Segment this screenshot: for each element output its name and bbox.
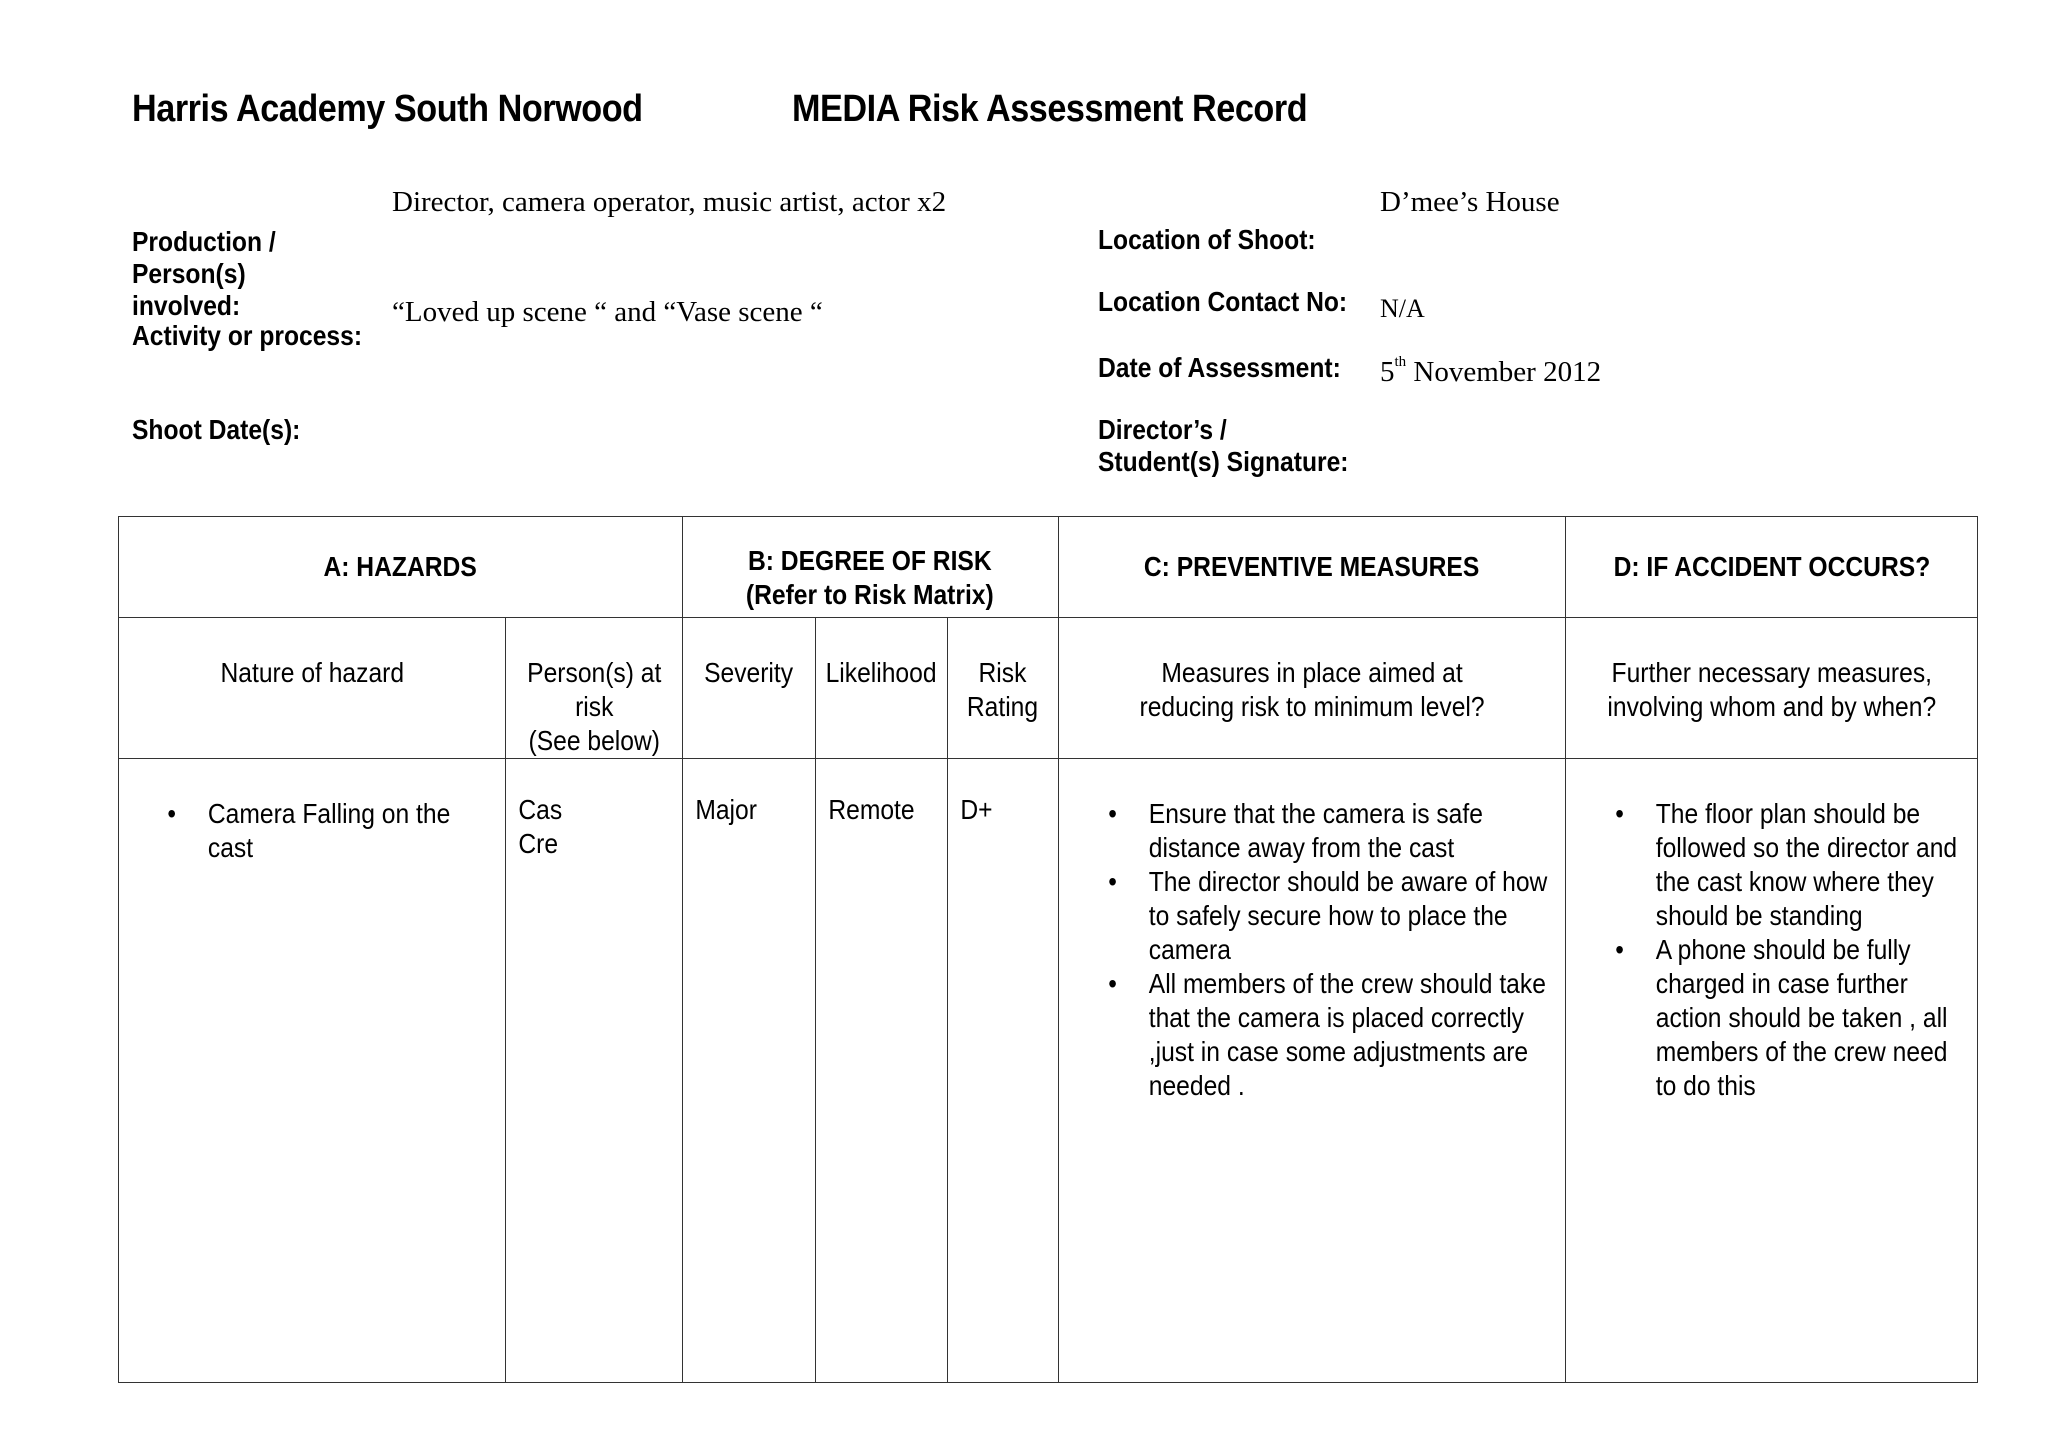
col-measures: Measures in place aimed at reducing risk to minimum level? <box>1058 618 1566 759</box>
col-likelihood: Likelihood <box>815 618 947 759</box>
contact-value: N/A <box>1380 294 1425 323</box>
production-value: Director, camera operator, music artist, actor x2 <box>392 186 947 218</box>
severity-cell: Major <box>683 759 815 1383</box>
measure-item: • Ensure that the camera is safe distance away from the cast <box>1108 797 1548 865</box>
activity-label: Activity or process: <box>132 320 363 351</box>
col-persons: Person(s) at risk (See below) <box>506 618 683 759</box>
further-measure-item: • A phone should be fully charged in case further action should be taken , all members of the crew need to do this <box>1616 933 1968 1103</box>
contact-label: Location Contact No: <box>1098 286 1348 317</box>
date-rest: November 2012 <box>1406 356 1602 388</box>
col-nature: Nature of hazard <box>119 618 506 759</box>
location-value: D’mee’s House <box>1380 186 1560 218</box>
date-value <box>1380 356 1601 390</box>
risk-table <box>118 516 1978 1383</box>
activity-value: “Loved up scene “ and “Vase scene “ <box>392 296 823 328</box>
col-rating: Risk Rating <box>948 618 1058 759</box>
date-label: Date of Assessment: <box>1098 352 1341 383</box>
section-preventive: C: PREVENTIVE MEASURES <box>1058 517 1566 618</box>
measures-list <box>1108 797 1548 1103</box>
col-further: Further necessary measures, involving whom and by when? <box>1566 618 1978 759</box>
hazard-item: • Camera Falling on the cast <box>167 797 493 865</box>
production-label: Production / Person(s) involved: <box>132 226 276 321</box>
measures-cell <box>1058 759 1566 1383</box>
section-degree-of-risk <box>683 517 1058 618</box>
date-day: 5 <box>1380 356 1395 388</box>
likelihood-cell: Remote <box>815 759 947 1383</box>
school-name: Harris Academy South Norwood <box>132 88 643 130</box>
record-title: MEDIA Risk Assessment Record <box>792 88 1308 130</box>
measure-item: • The director should be aware of how to safely secure how to place the camera <box>1108 865 1548 967</box>
rating-cell: D+ <box>948 759 1058 1383</box>
section-hazards: A: HAZARDS <box>119 517 683 618</box>
signature-label: Director’s / Student(s) Signature: <box>1098 414 1349 477</box>
date-suffix: th <box>1394 356 1407 370</box>
location-label: Location of Shoot: <box>1098 224 1316 255</box>
risk-section-title: B: DEGREE OF RISK <box>748 545 993 576</box>
col-severity: Severity <box>683 618 815 759</box>
further-cell <box>1566 759 1978 1383</box>
persons-cell: Cas Cre <box>506 759 683 1383</box>
further-measure-item: • The floor plan should be followed so the director and the cast know where they should be standing <box>1616 797 1968 933</box>
risk-matrix-note: (Refer to Risk Matrix) <box>746 579 995 610</box>
measure-item: • All members of the crew should take that the camera is placed correctly ,just in case some adjustments are needed . <box>1108 967 1548 1103</box>
hazard-cell <box>119 759 506 1383</box>
section-accident: D: IF ACCIDENT OCCURS? <box>1566 517 1978 618</box>
shoot-dates-label: Shoot Date(s): <box>132 414 301 445</box>
further-list <box>1616 797 1968 1103</box>
table-row <box>119 759 1978 1383</box>
